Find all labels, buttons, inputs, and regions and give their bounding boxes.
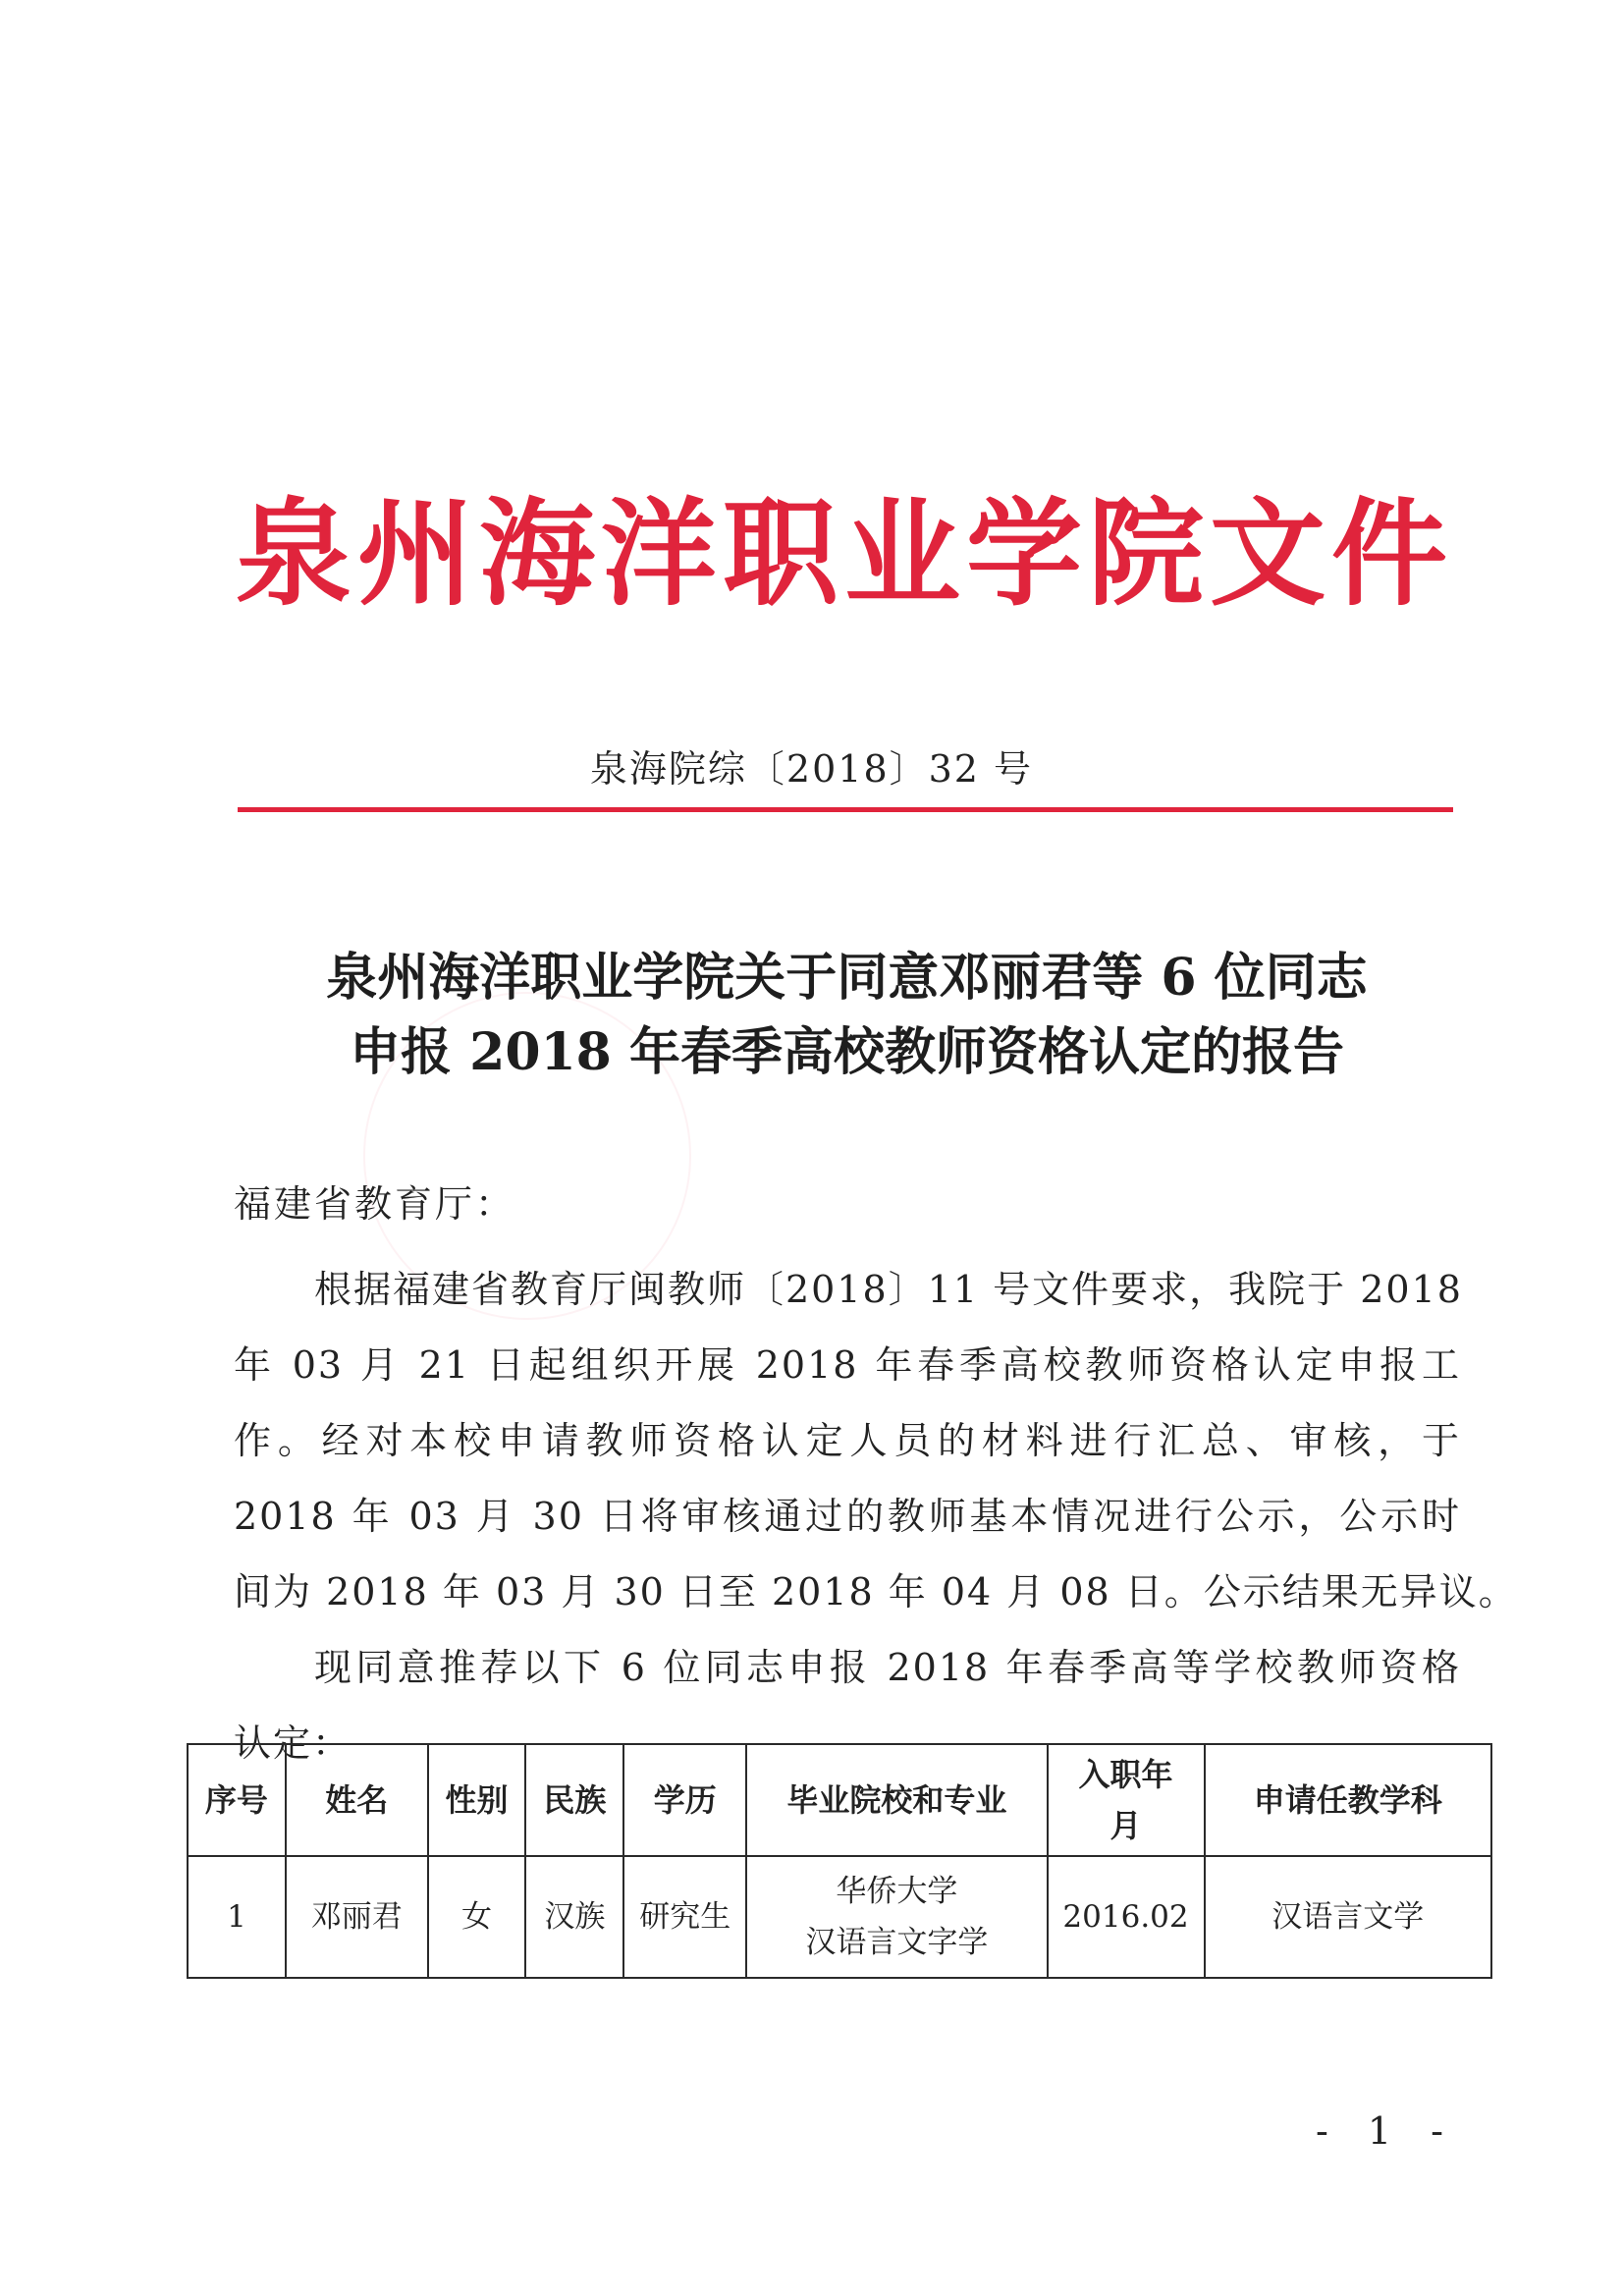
paragraph-line: 现同意推荐以下 6 位同志申报 2018 年春季高等学校教师资格 [314, 1646, 1461, 1689]
table-row [188, 1856, 1491, 1978]
header-hire-date-line-1: 入职年 [1078, 1756, 1173, 1793]
paragraph-line: 间为 2018 年 03 月 30 日至 2018 年 04 月 08 日。公示结果无异议。 [234, 1570, 1518, 1613]
cell-ethnicity: 汉族 [525, 1856, 623, 1978]
cell-subject: 汉语言文学 [1205, 1856, 1492, 1978]
title-line-2: 申报 2018 年春季高校教师资格认定的报告 [350, 1022, 1344, 1082]
document-number: 泉海院综〔2018〕32 号 [589, 747, 1034, 791]
header-education: 学历 [623, 1744, 746, 1856]
paragraph-line: 年 03 月 21 日起组织开展 2018 年春季高校教师资格认定申报工 [234, 1343, 1461, 1387]
cell-school-major [746, 1856, 1047, 1978]
teacher-table [187, 1743, 1492, 1979]
red-divider-line [238, 807, 1453, 812]
page-number: - 1 - [1316, 2109, 1458, 2153]
header-ethnicity: 民族 [525, 1744, 623, 1856]
paragraph-line: 根据福建省教育厅闽教师〔2018〕11 号文件要求，我院于 2018 [314, 1268, 1463, 1311]
paragraph-line: 作。经对本校申请教师资格认定人员的材料进行汇总、审核，于 [234, 1419, 1461, 1462]
header-school-major: 毕业院校和专业 [746, 1744, 1047, 1856]
salutation: 福建省教育厅： [234, 1182, 516, 1226]
cell-school: 华侨大学 [836, 1874, 958, 1909]
header-subject: 申请任教学科 [1205, 1744, 1492, 1856]
cell-name: 邓丽君 [286, 1856, 428, 1978]
document-title [236, 941, 1458, 1090]
cell-education: 研究生 [623, 1856, 746, 1978]
body-paragraph-1 [234, 1252, 1518, 1630]
header-name: 姓名 [286, 1744, 428, 1856]
header-no: 序号 [188, 1744, 286, 1856]
masthead-title: 泉州海洋职业学院文件 [235, 485, 1453, 622]
cell-gender: 女 [428, 1856, 526, 1978]
paragraph-line: 认定： [234, 1722, 352, 1765]
title-line-1: 泉州海洋职业学院关于同意邓丽君等 6 位同志 [326, 948, 1368, 1008]
cell-major: 汉语言文字学 [805, 1925, 989, 1960]
cell-hire-date: 2016.02 [1048, 1856, 1205, 1978]
paragraph-line: 2018 年 03 月 30 日将审核通过的教师基本情况进行公示，公示时 [234, 1495, 1461, 1538]
cell-no: 1 [188, 1856, 286, 1978]
table-header-row [188, 1744, 1491, 1856]
header-gender: 性别 [428, 1744, 526, 1856]
header-hire-date [1048, 1744, 1205, 1856]
header-hire-date-line-2: 月 [1109, 1807, 1142, 1844]
